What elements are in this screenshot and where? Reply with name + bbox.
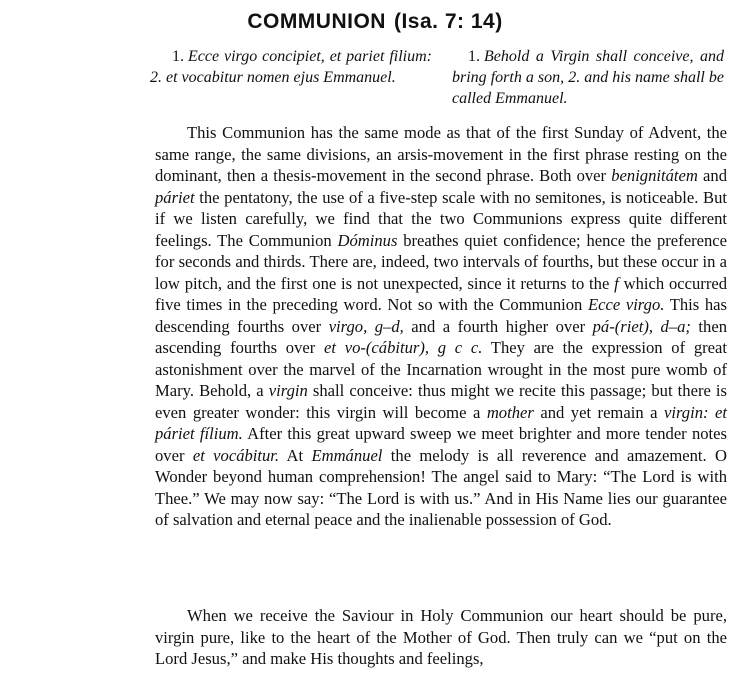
italic-term: f: [614, 273, 619, 293]
english-verse-text: Behold a Virgin shall conceive, and bring forth a son, 2. and his name shall be called Emmanuel.: [452, 48, 724, 107]
italic-term: páriet: [155, 187, 195, 207]
paragraph-text-run: After this great upward sweep we meet brighter and more tender notes over: [155, 424, 727, 465]
latin-text-column: [150, 46, 432, 88]
italic-term: Dóminus: [337, 230, 398, 250]
paragraph-text-run: the pentatony, the use of a five-step scale with no semitones, is noticeable. But if we listen carefully, we find that the two Communions express quite different feelings. The Communion: [155, 187, 727, 250]
paragraph-text-run: At: [279, 445, 312, 465]
italic-term: virgin: [268, 381, 308, 400]
page-title: [0, 10, 750, 34]
italic-term: virgin: et páriet fílium.: [155, 402, 728, 443]
italic-term: et vo-(cábitur), g c c.: [324, 338, 483, 357]
paragraph-text-run: This Communion has the same mode as that of the first Sunday of Advent, the same range, the same divisions, an arsis-movement in the first phrase resting on the dominant, then a thesis-movement in the second phrase. Both over: [155, 123, 727, 185]
italic-term: pá-(riet), d–a;: [592, 316, 691, 336]
latin-verse-number: 1.: [172, 48, 184, 65]
paragraph-text-run: then ascending fourths over: [155, 316, 728, 357]
paragraph-text-run: shall conceive: thus might we recite this passage; but there is even greater wonder: this virgin will become a: [155, 381, 727, 422]
italic-term: virgo, g–d,: [328, 316, 404, 336]
paragraph-text-run: and a fourth higher over: [403, 316, 593, 336]
paragraph-text-run: This has descending fourths over: [155, 295, 727, 336]
italic-term: benignitátem: [611, 166, 698, 185]
title-word: COMMUNION: [247, 10, 386, 33]
english-text-column: [452, 46, 724, 109]
latin-verse-text: Ecce virgo concipiet, et pariet filium: 2. et vocabitur nomen ejus Emmanuel.: [150, 48, 432, 86]
commentary-paragraph-2: When we receive the Saviour in Holy Communion our heart should be pure, virgin pure, like to the heart of the Mother of God. Then truly can we “put on the Lord Jesus,” and make His thoughts and feelings,: [155, 606, 727, 668]
title-scripture-reference: (Isa. 7: 14): [393, 10, 503, 33]
paragraph-text-run: breathes quiet confidence; hence the preference for seconds and thirds. There are, indeed, two intervals of fourths, but these occur in a low pitch, and the first one is not unexpected, since it returns to the: [155, 230, 727, 293]
paragraph-text-run: They are the expression of great astonishment over the marvel of the Incarnation wrought in the most pure womb of Mary. Behold, a: [155, 338, 727, 400]
commentary-paragraph-1: [155, 122, 727, 531]
paragraph-text-run: which occurred five times in the preceding word. Not so with the Communion: [155, 273, 728, 314]
paragraph-text-run: and: [697, 166, 727, 185]
paragraph-text-run: the melody is all reverence and amazement. O Wonder beyond human comprehension! The angel said to Mary: “The Lord is with Thee.” We may now say: “The Lord is with us.” And in His Name lies our guarantee of salvation and eternal peace and the inalienable possession of God.: [155, 445, 728, 529]
italic-term: Emmánuel: [311, 445, 383, 465]
italic-term: mother: [486, 402, 534, 422]
paragraph-text-run: and yet remain a: [533, 402, 664, 422]
italic-term: Ecce virgo.: [587, 295, 665, 314]
english-verse-number: 1.: [468, 48, 480, 65]
italic-term: et vocábitur.: [192, 445, 280, 465]
